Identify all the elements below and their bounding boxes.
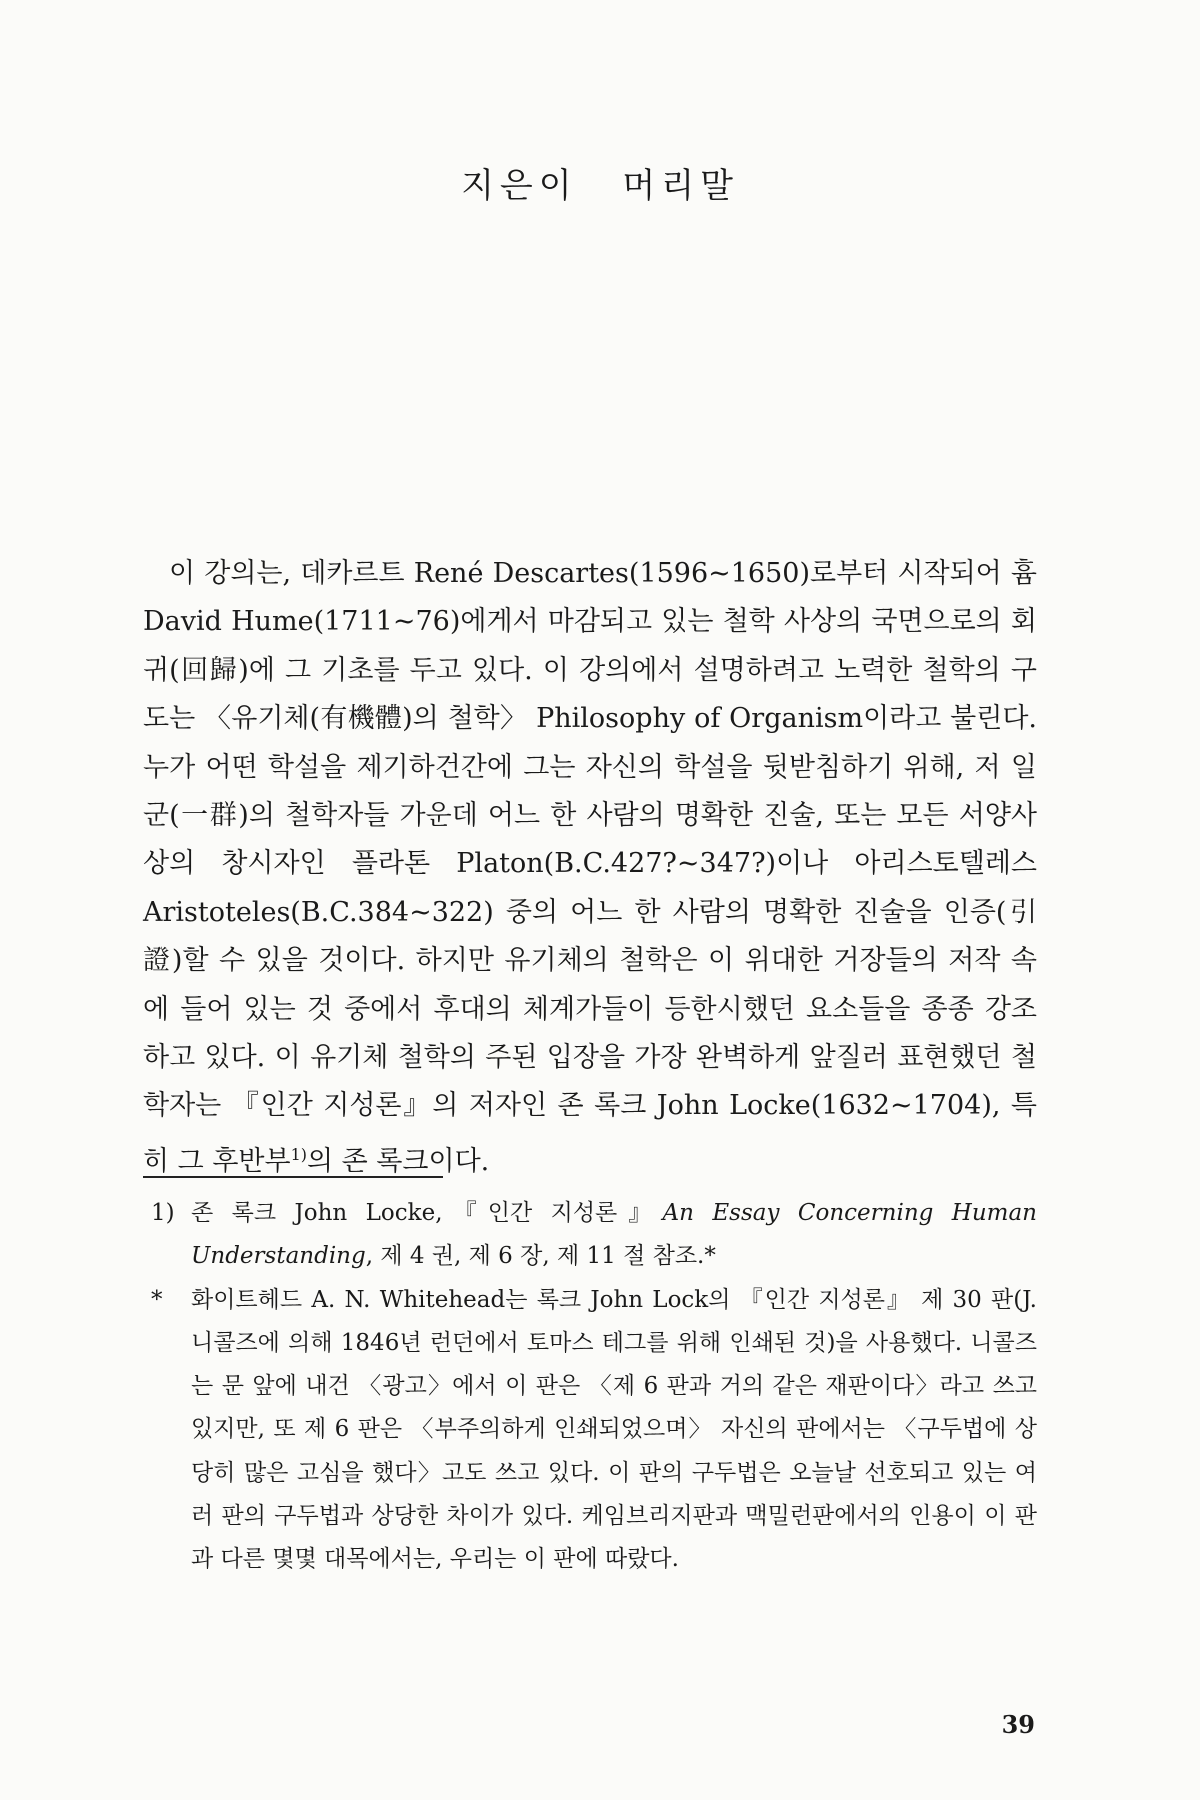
footnote-1-text: 존 록크 John Locke,『인간 지성론』 [191,1200,663,1226]
body-text: 이 강의는, 데카르트 René Descartes(1596~1650)로부터 시작되어 흄 David Hume(1711~76)에게서 마감되고 있는 철학 사상의 국면으로의 회귀(回歸)에 그 기초를 두고 있다. 이 강의에서 설명하려고 노력한 철학의 구도는 〈유기체(有機體)의 철학〉 Philosophy of Organism이라고 불린다. 누가 어떤 학설을 제기하건간에 그는 자신의 학설을 뒷받침하기 위해, 저 일군(一群)의 철학자들 가운데 어느 한 사람의 명확한 진술, 또는 모든 서양사상의 창시자인 플라톤 Platon(B.C.427?~347?)이나 아리스토텔레스 Aristoteles(B.C.384~322) 중의 어느 한 사람의 명확한 진술을 인증(引證)할 수 있을 것이다. 하지만 유기체의 철학은 이 위대한 거장들의 저작 속에 들어 있는 것 중에서 후대의 체계가들이 등한시했던 요소들을 종종 강조하고 있다. 이 유기체 철학의 주된 입장을 가장 완벽하게 앞질러 표현했던 철학자는 『인간 지성론』의 저자인 존 록크 John Locke(1632~1704), 특히 그 후반부 [143,558,1037,1177]
footnote-1 [143,1192,1037,1279]
footnote-1-mark: 1) [151,1200,175,1226]
footnote-reference: 1) [290,1144,307,1164]
page-title: 지은이 머리말 [461,166,739,206]
footnote-divider [143,1176,443,1178]
footnote-2-text: 화이트헤드 A. N. Whitehead는 록크 John Lock의 『인간 지성론』 제 30 판(J. 니콜즈에 의해 1846년 런던에서 토마스 테그를 위해 인쇄된 것)을 사용했다. 니콜즈는 문 앞에 내건 〈광고〉에서 이 판은 〈제 6 판과 거의 같은 재판이다〉라고 쓰고 있지만, 또 제 6 판은 〈부주의하게 인쇄되었으며〉 자신의 판에서는 〈구두법에 상당히 많은 고심을 했다〉고도 쓰고 있다. 이 판의 구두법은 오늘날 선호되고 있는 여러 판의 구두법과 상당한 차이가 있다. 케임브리지판과 맥밀런판에서의 인용이 이 판과 다른 몇몇 대목에서는, 우리는 이 판에 따랐다. [191,1286,1037,1573]
footnote-2-mark: * [151,1286,163,1313]
footnote-1-book-title: An Essay Concerning Human Understanding [191,1200,1037,1270]
body-text-end: 의 존 록크이다. [307,1145,490,1177]
footnotes [143,1192,1037,1582]
footnote-2 [143,1279,1037,1582]
page-number: 39 [1001,1710,1035,1739]
body-paragraph [143,550,1037,1186]
footnote-1-text-end: , 제 4 권, 제 6 장, 제 11 절 참조.* [365,1243,716,1270]
